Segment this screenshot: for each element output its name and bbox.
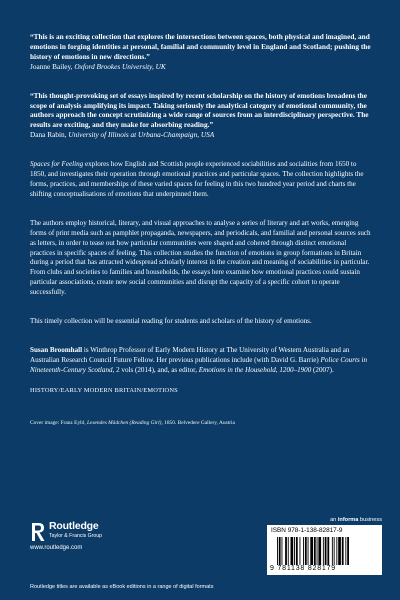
- subject-category: HISTORY/EARLY MODERN BRITAIN/EMOTIONS: [30, 386, 178, 394]
- cover-credit-work: Lesendes Mädchen (Reading Girl): [87, 419, 162, 426]
- description-paragraph-3: This timely collection will be essential reading for students and scholars of the history of emotions.: [30, 317, 312, 326]
- description-paragraph-1: [30, 160, 372, 200]
- cover-credit-suffix: , 1850. Belvedere Gallery, Austria: [161, 419, 235, 426]
- informa-prefix: an: [330, 517, 338, 523]
- isbn-digits: 9 781138 828179: [270, 565, 336, 572]
- author-bio: [30, 346, 372, 376]
- endorsement-quote-1: “This is an exciting collection that explores the intersections between spaces, both physical and imagined, and emotions in forging identities at personal, familial and community level in England and Scotland; pushing the history of emotions in new directions.”: [30, 32, 371, 61]
- endorser-name-2: Dana Rabin,: [30, 130, 67, 140]
- cover-image-credit: [30, 420, 372, 427]
- publisher-logo[interactable]: [30, 520, 130, 560]
- endorser-affiliation-1: Oxford Brookes University, UK: [74, 61, 166, 71]
- endorsement-quote-2: “This thought-provoking set of essays inspired by recent scholarship on the history of emotions broadens the scope of analysis amplifying its impact. Taking seriously the analytical category of emotional community, the authors approach the concept scrutinizing a wide range of sources from an interdisciplinary perspective. The results are exciting, and they make for absorbing reading.”: [30, 90, 369, 130]
- author-bio-text-2: , 2 vols (2014), and, as editor,: [112, 365, 199, 374]
- isbn-barcode-icon: [277, 537, 373, 565]
- publisher-url[interactable]: www.routledge.com: [30, 545, 83, 551]
- cover-credit-prefix: Cover image: Franz Eybl,: [30, 419, 88, 426]
- endorsement-attribution-2: [30, 130, 372, 140]
- endorsement-attribution-1: [30, 62, 372, 72]
- endorser-name-1: Joanne Bailey,: [30, 61, 73, 71]
- isbn-barcode: [267, 525, 382, 575]
- author-book-1: Police Courts in Nineteenth-Century Scotland: [30, 355, 368, 374]
- description-paragraph-2: The authors employ historical, literary, and visual approaches to analyse a series of literary and art works, emerging forms of print media such as pamphlet propaganda, newspapers, and periodicals, and familial and personal sources such as letters, in order to tease out how particular communities were shaped and cohered through distinct emotional practices in specific spaces of feeling. This collection studies the function of emotions in group formations in Britain during a period that has attracted widespread scholarly interest in the creation and meaning of sociabilities in particular. From clubs and societies to families and households, the essays here examine how emotional practices could sustain particular associations, create new social communities and disrupt the capacity of a specific cohort to operate successfully.: [30, 218, 371, 297]
- author-name: Susan Broomhall: [30, 345, 83, 354]
- book-title: Spaces for Feeling: [30, 160, 84, 169]
- informa-suffix: business: [358, 517, 382, 523]
- publisher-name: Routledge: [49, 520, 99, 532]
- isbn-label: ISBN 978-1-138-82817-9: [271, 527, 343, 534]
- publisher-footer: [30, 517, 382, 577]
- author-bio-text-3: (2007).: [311, 365, 334, 374]
- description-paragraph-1-text: explores how English and Scottish people experienced sociabilities and socialities from 1650 to 1850, and investigates their operation through emotional practices and particular spaces. The collection highlights the forms, practices, and memberships of these varied spaces for feeling in this two hundred year period and charts the shifting conceptualisations of emotions that underpinned them.: [30, 160, 364, 198]
- ebook-note: Routledge titles are available as eBook editions in a range of digital formats: [30, 584, 214, 590]
- author-bio-text-1: is Winthrop Professor of Early Modern History at The University of Western Australia and an Australian Research Council Future Fellow. Her previous publications include (with David G. Barrie): [30, 345, 350, 364]
- informa-business-tag: [330, 517, 382, 523]
- informa-brand: informa: [337, 517, 359, 523]
- author-book-2: Emotions in the Household, 1200–1900: [198, 365, 312, 374]
- endorser-affiliation-2: University of Illinois at Urbana-Champaign, USA: [68, 130, 215, 140]
- routledge-r-logo-icon: [30, 521, 46, 543]
- publisher-group: Taylor & Francis Group: [49, 533, 103, 539]
